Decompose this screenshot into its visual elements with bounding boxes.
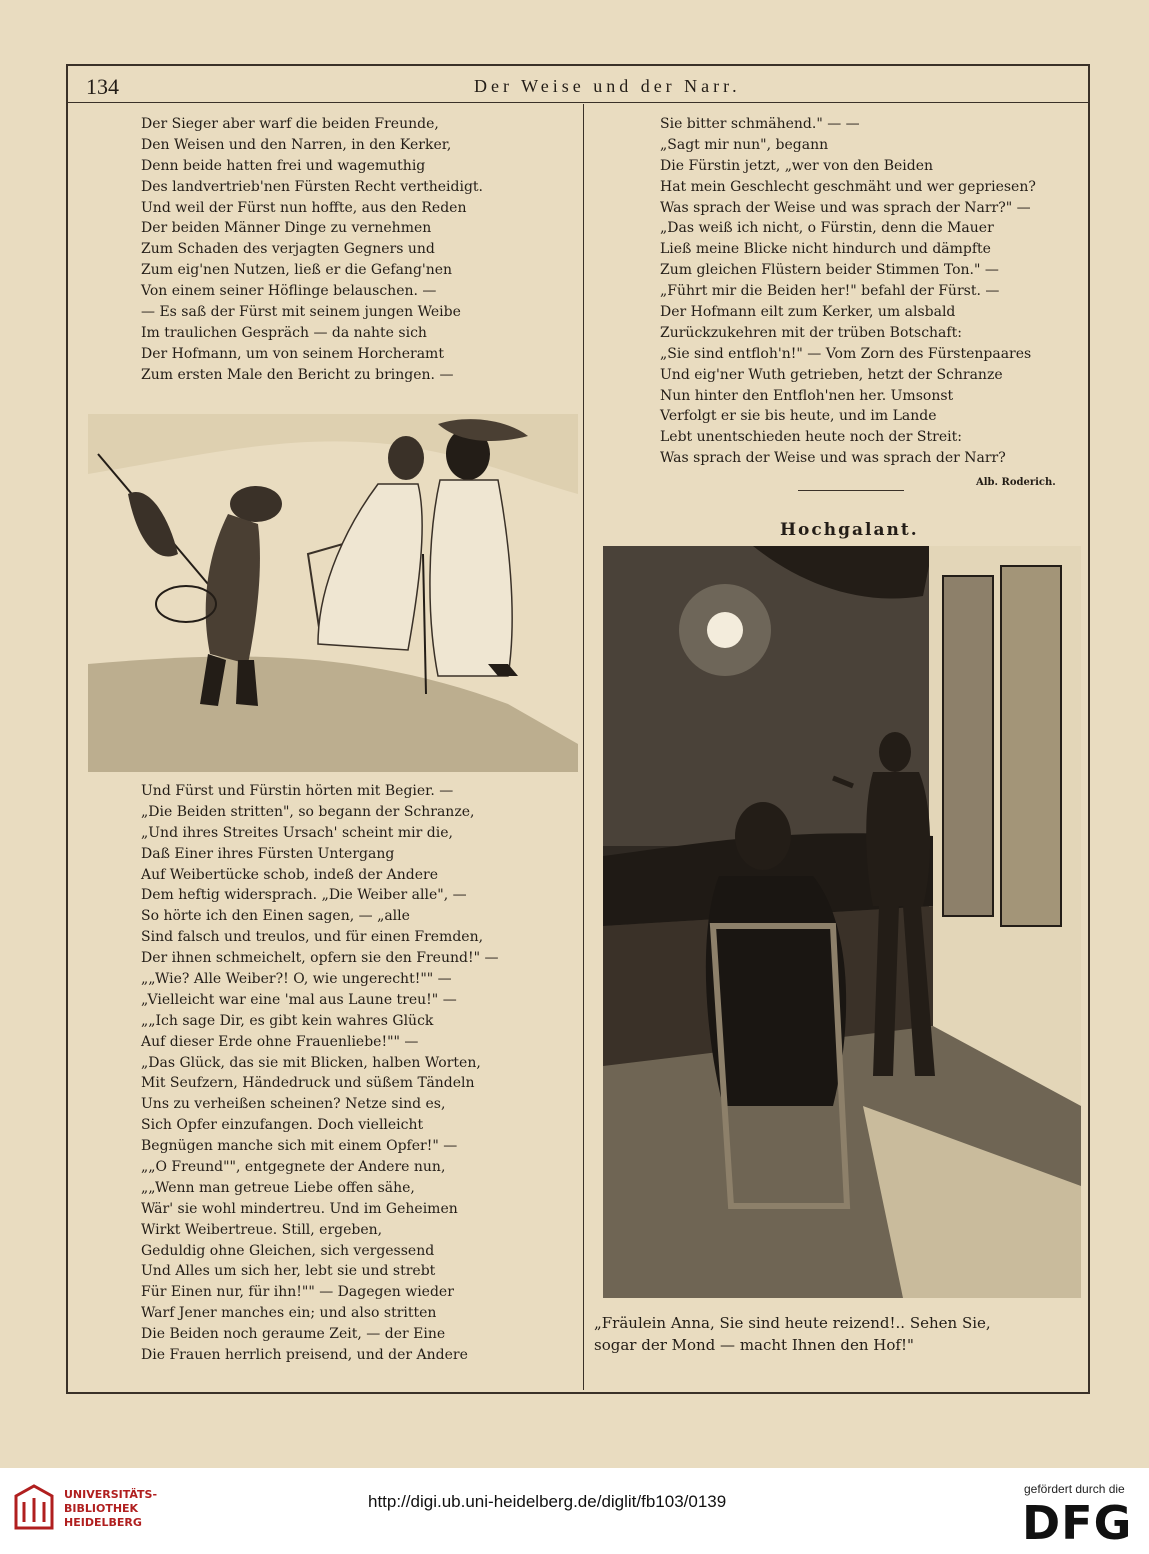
verse-line: Denn beide hatten frei und wagemuthig (141, 157, 426, 174)
verse-line: Der Sieger aber warf die beiden Freunde, (141, 116, 439, 132)
verse-line: Der ihnen schmeichelt, opfern sie den Freund!" — (141, 950, 499, 967)
funding-note: gefördert durch die (1024, 1482, 1125, 1496)
library-name-line-3: HEIDELBERG (64, 1516, 142, 1529)
cartoon-heading: Hochgalant. (780, 520, 919, 540)
verse-line: Und weil der Fürst nun hoffte, aus den Reden (141, 199, 467, 216)
court-scene-illustration (88, 414, 578, 772)
verse-line: Zum Schaden des verjagten Gegners und (141, 241, 435, 258)
verse-line: Zum ersten Male den Bericht zu bringen. — (141, 366, 454, 383)
verse-line: „Führt mir die Beiden her!" befahl der Fürst. — (660, 283, 1000, 300)
verse-line: Zum gleichen Flüstern beider Stimmen Ton." — (660, 262, 999, 279)
permalink-url[interactable]: http://digi.ub.uni-heidelberg.de/diglit/fb103/0139 (368, 1492, 727, 1511)
university-library-name[interactable] (64, 1488, 157, 1530)
verse-line: Und Fürst und Fürstin hörten mit Begier. — (141, 783, 454, 799)
library-name-line-2: BIBLIOTHEK (64, 1502, 139, 1515)
verse-line: Wirkt Weibertreue. Still, ergeben, (141, 1221, 383, 1238)
verse-line: Und Alles um sich her, lebt sie und strebt (141, 1263, 436, 1280)
verse-line: Was sprach der Weise und was sprach der Narr? (660, 450, 1006, 467)
separator-rule (798, 490, 904, 491)
verse-line: Hat mein Geschlecht geschmäht und wer gepriesen? (660, 178, 1036, 195)
verse-line: „Die Beiden stritten", so begann der Schranze, (141, 803, 475, 820)
poem-right (660, 114, 1036, 469)
running-title: Der Weise und der Narr. (474, 76, 741, 96)
verse-line: Auf dieser Erde ohne Frauenliebe!"" — (141, 1033, 419, 1050)
verse-line: Uns zu verheißen scheinen? Netze sind es, (141, 1096, 446, 1113)
verse-line: Der Hofmann eilt zum Kerker, um alsbald (660, 304, 956, 321)
verse-line: Nun hinter den Entfloh'nen her. Umsonst (660, 387, 954, 404)
verse-line: „Sie sind entfloh'n!" — Vom Zorn des Fürstenpaares (660, 345, 1032, 362)
verse-line: — Es saß der Fürst mit seinem jungen Weibe (141, 304, 461, 321)
verse-line: Auf Weibertücke schob, indeß der Andere (141, 866, 439, 883)
verse-line: Der beiden Männer Dinge zu vernehmen (141, 220, 432, 237)
verse-line: Mit Seufzern, Händedruck und süßem Tändeln (141, 1075, 475, 1092)
dfg-logo[interactable]: DFG (1022, 1496, 1133, 1550)
caption-line-1: „Fräulein Anna, Sie sind heute reizend!.. Sehen Sie, (594, 1314, 991, 1332)
verse-line: Verfolgt er sie bis heute, und im Lande (660, 408, 937, 425)
verse-line: „„Ich sage Dir, es gibt kein wahres Glück (141, 1012, 434, 1029)
verse-line: Zurückzukehren mit der trüben Botschaft: (660, 324, 962, 341)
verse-line: Des landvertrieb'nen Fürsten Recht vertheidigt. (141, 178, 484, 195)
verse-line: Dem heftig widersprach. „Die Weiber alle", — (141, 887, 467, 904)
verse-line: Begnügen manche sich mit einem Opfer!" — (141, 1138, 458, 1155)
verse-line: „Das Glück, das sie mit Blicken, halben Worten, (141, 1054, 481, 1071)
caption-line-2: sogar der Mond — macht Ihnen den Hof!" (594, 1336, 914, 1354)
poem-left-bottom (141, 781, 498, 1366)
verse-line: Wär' sie wohl mindertreu. Und im Geheimen (141, 1200, 458, 1217)
header-rule (68, 102, 1088, 103)
poem-left-top (141, 114, 483, 386)
verse-line: Sich Opfer einzufangen. Doch vielleicht (141, 1117, 424, 1134)
verse-line: Der Hofmann, um von seinem Horcheramt (141, 345, 444, 362)
verse-line: Daß Einer ihres Fürsten Untergang (141, 845, 395, 862)
verse-line: Die Fürstin jetzt, „wer von den Beiden (660, 157, 934, 174)
cartoon-caption (594, 1312, 1076, 1356)
verse-line: Im traulichen Gespräch — da nahte sich (141, 324, 427, 341)
verse-line: „Und ihres Streites Ursach' scheint mir die, (141, 824, 453, 841)
verse-line: „„O Freund"", entgegnete der Andere nun, (141, 1159, 446, 1176)
verse-line: Zum eig'nen Nutzen, ließ er die Gefang'nen (141, 262, 453, 279)
verse-line: Die Frauen herrlich preisend, und der Andere (141, 1347, 468, 1364)
verse-line: Und eig'ner Wuth getrieben, hetzt der Schranze (660, 366, 1003, 383)
verse-line: Geduldig ohne Gleichen, sich vergessend (141, 1242, 435, 1259)
author-signature: Alb. Roderich. (976, 477, 1056, 488)
verse-line: Sie bitter schmähend." — — (660, 116, 860, 132)
verse-line: Den Weisen und den Narren, in den Kerker, (141, 136, 452, 153)
library-name-line-1: UNIVERSITÄTS- (64, 1488, 158, 1501)
verse-line: „Sagt mir nun", begann (660, 136, 829, 153)
verse-line: Sind falsch und treulos, und für einen Fremden, (141, 929, 484, 946)
verse-line: „Das weiß ich nicht, o Fürstin, denn die Mauer (660, 220, 994, 237)
verse-line: Ließ meine Blicke nicht hindurch und dämpfte (660, 241, 991, 258)
verse-line: „„Wenn man getreue Liebe offen sähe, (141, 1179, 415, 1196)
column-divider (583, 104, 584, 1390)
verse-line: Lebt unentschieden heute noch der Streit: (660, 429, 962, 446)
verse-line: So hörte ich den Einen sagen, — „alle (141, 908, 410, 925)
verse-line: „Vielleicht war eine 'mal aus Laune treu!" — (141, 991, 457, 1008)
balcony-illustration (603, 546, 1081, 1298)
verse-line: Was sprach der Weise und was sprach der Narr?" — (660, 199, 1031, 216)
page-number: 134 (86, 74, 119, 99)
verse-line: Von einem seiner Höflinge belauschen. — (141, 283, 437, 300)
verse-line: Warf Jener manches ein; und also stritten (141, 1305, 437, 1322)
verse-line: Für Einen nur, für ihn!"" — Dagegen wieder (141, 1284, 454, 1301)
verse-line: „„Wie? Alle Weiber?! O, wie ungerecht!"" — (141, 971, 452, 988)
university-library-logo[interactable] (12, 1482, 56, 1534)
verse-line: Die Beiden noch geraume Zeit, — der Eine (141, 1326, 446, 1343)
